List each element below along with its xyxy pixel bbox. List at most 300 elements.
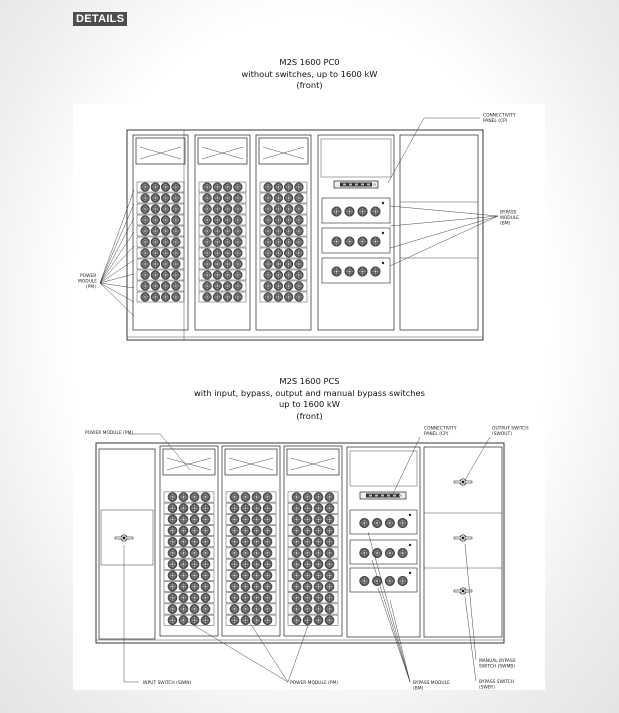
fan-icon bbox=[325, 548, 334, 557]
fan-icon bbox=[241, 593, 250, 602]
fan-icon bbox=[274, 271, 283, 280]
fan-icon bbox=[263, 571, 272, 580]
fan-icon bbox=[274, 227, 283, 236]
fan-icon bbox=[171, 271, 180, 280]
fan-icon bbox=[141, 194, 150, 203]
fan-icon bbox=[264, 216, 273, 225]
fan-icon bbox=[292, 515, 301, 524]
fan-icon bbox=[223, 249, 232, 258]
fan-icon bbox=[190, 548, 199, 557]
fan-icon bbox=[263, 504, 272, 513]
fan-icon bbox=[252, 537, 261, 546]
fan-icon bbox=[263, 492, 272, 501]
fan-icon bbox=[241, 616, 250, 625]
fan-icon bbox=[203, 205, 212, 214]
fan-icon bbox=[179, 604, 188, 613]
fan-icon bbox=[151, 260, 160, 269]
fan-icon bbox=[303, 616, 312, 625]
fan-icon bbox=[303, 593, 312, 602]
fan-icon bbox=[203, 227, 212, 236]
d2-label-pm-top: POWER MODULE (PM) bbox=[85, 431, 133, 436]
fan-icon bbox=[141, 282, 150, 291]
fan-icon bbox=[141, 238, 150, 247]
fan-icon bbox=[201, 593, 210, 602]
fan-icon bbox=[358, 237, 368, 247]
fan-icon bbox=[264, 238, 273, 247]
fan-icon bbox=[168, 560, 177, 569]
fan-icon bbox=[360, 518, 370, 528]
fan-icon bbox=[292, 537, 301, 546]
fan-icon bbox=[241, 582, 250, 591]
port-icon bbox=[399, 495, 402, 497]
fan-icon bbox=[168, 537, 177, 546]
d2-label-bs-line1: BYPASS SWITCH bbox=[479, 680, 515, 685]
port-icon bbox=[373, 184, 376, 186]
fan-icon bbox=[141, 260, 150, 269]
connectivity-panel bbox=[360, 492, 406, 499]
d1-label-pm-line1: POWER bbox=[80, 274, 97, 279]
fan-icon bbox=[171, 194, 180, 203]
fan-icon bbox=[201, 571, 210, 580]
fan-icon bbox=[179, 548, 188, 557]
fan-icon bbox=[230, 604, 239, 613]
fan-icon bbox=[203, 293, 212, 302]
fan-icon bbox=[141, 227, 150, 236]
fan-icon bbox=[230, 492, 239, 501]
fan-icon bbox=[171, 293, 180, 302]
fan-icon bbox=[203, 249, 212, 258]
fan-icon bbox=[171, 216, 180, 225]
fan-icon bbox=[284, 183, 293, 192]
fan-icon bbox=[223, 293, 232, 302]
fan-icon bbox=[201, 548, 210, 557]
fan-icon bbox=[252, 515, 261, 524]
fan-icon bbox=[190, 504, 199, 513]
fan-icon bbox=[168, 504, 177, 513]
fan-icon bbox=[252, 492, 261, 501]
d2-label-out-line1: OUTPUT SWITCH bbox=[492, 426, 529, 432]
fan-icon bbox=[292, 604, 301, 613]
fan-icon bbox=[274, 260, 283, 269]
d1-label-bm-line2: MODULE bbox=[500, 216, 520, 221]
port-icon bbox=[387, 495, 390, 497]
fan-icon bbox=[141, 216, 150, 225]
fan-icon bbox=[141, 205, 150, 214]
fan-icon bbox=[385, 518, 395, 528]
fan-icon bbox=[252, 548, 261, 557]
fan-icon bbox=[292, 560, 301, 569]
fan-icon bbox=[252, 526, 261, 535]
fan-icon bbox=[151, 238, 160, 247]
fan-icon bbox=[314, 492, 323, 501]
fan-icon bbox=[190, 492, 199, 501]
fan-icon bbox=[264, 249, 273, 258]
fan-icon bbox=[223, 205, 232, 214]
fan-icon bbox=[263, 526, 272, 535]
fan-icon bbox=[294, 227, 303, 236]
fan-icon bbox=[264, 260, 273, 269]
fan-icon bbox=[292, 616, 301, 625]
d1-label-pm-line2: MODULE bbox=[78, 279, 98, 285]
diagram2-subtitle: with input, bypass, output and manual bypass switches bbox=[194, 387, 425, 398]
fan-icon bbox=[171, 238, 180, 247]
fan-icon bbox=[203, 238, 212, 247]
fan-icon bbox=[168, 492, 177, 501]
indicator-icon bbox=[409, 572, 411, 574]
fan-icon bbox=[201, 515, 210, 524]
fan-icon bbox=[201, 526, 210, 535]
fan-icon bbox=[345, 207, 355, 217]
fan-icon bbox=[314, 571, 323, 580]
fan-icon bbox=[171, 205, 180, 214]
fan-icon bbox=[201, 616, 210, 625]
fan-icon bbox=[233, 271, 242, 280]
fan-icon bbox=[213, 183, 222, 192]
d2-label-bm-line2: (BM) bbox=[413, 686, 424, 692]
fan-icon bbox=[230, 504, 239, 513]
fan-icon bbox=[264, 271, 273, 280]
fan-icon bbox=[292, 526, 301, 535]
fan-icon bbox=[284, 238, 293, 247]
fan-icon bbox=[314, 582, 323, 591]
fan-icon bbox=[223, 282, 232, 291]
fan-icon bbox=[223, 216, 232, 225]
fan-icon bbox=[314, 548, 323, 557]
d1-label-pm-line3: (PM) bbox=[86, 285, 96, 290]
fan-icon bbox=[241, 526, 250, 535]
fan-icon bbox=[179, 571, 188, 580]
indicator-icon bbox=[382, 202, 384, 204]
fan-icon bbox=[213, 260, 222, 269]
d2-label-mb-line2: SWITCH (SWMB) bbox=[479, 664, 515, 670]
fan-icon bbox=[264, 227, 273, 236]
fan-icon bbox=[151, 271, 160, 280]
fan-icon bbox=[213, 216, 222, 225]
fan-icon bbox=[230, 548, 239, 557]
fan-icon bbox=[241, 604, 250, 613]
port-icon bbox=[343, 184, 346, 186]
fan-icon bbox=[398, 548, 408, 558]
diagram1-model: M2S 1600 PC0 bbox=[279, 57, 340, 67]
fan-icon bbox=[360, 548, 370, 558]
fan-icon bbox=[294, 205, 303, 214]
fan-icon bbox=[223, 271, 232, 280]
fan-icon bbox=[263, 616, 272, 625]
fan-icon bbox=[274, 293, 283, 302]
fan-icon bbox=[179, 515, 188, 524]
port-icon bbox=[393, 495, 396, 497]
fan-icon bbox=[274, 282, 283, 291]
fan-icon bbox=[201, 604, 210, 613]
fan-icon bbox=[223, 194, 232, 203]
fan-icon bbox=[264, 282, 273, 291]
fan-icon bbox=[263, 582, 272, 591]
fan-icon bbox=[241, 504, 250, 513]
fan-icon bbox=[264, 293, 273, 302]
fan-icon bbox=[252, 504, 261, 513]
fan-icon bbox=[263, 548, 272, 557]
fan-icon bbox=[358, 267, 368, 277]
fan-icon bbox=[213, 227, 222, 236]
fan-icon bbox=[161, 183, 170, 192]
fan-icon bbox=[223, 183, 232, 192]
fan-icon bbox=[151, 216, 160, 225]
fan-icon bbox=[385, 548, 395, 558]
fan-icon bbox=[230, 537, 239, 546]
fan-icon bbox=[284, 271, 293, 280]
fan-icon bbox=[179, 504, 188, 513]
indicator-icon bbox=[382, 232, 384, 234]
fan-icon bbox=[233, 205, 242, 214]
d2-label-mb-line1: MANUAL BYPASS bbox=[479, 659, 516, 664]
fan-icon bbox=[332, 207, 342, 217]
port-icon bbox=[369, 495, 372, 497]
fan-icon bbox=[314, 560, 323, 569]
fan-icon bbox=[325, 593, 334, 602]
fan-icon bbox=[263, 560, 272, 569]
diagram1-subtitle: without switches, up to 1600 kW bbox=[241, 68, 378, 79]
fan-icon bbox=[303, 526, 312, 535]
fan-icon bbox=[294, 194, 303, 203]
d1-label-cp-line2: PANEL (CP) bbox=[483, 119, 508, 124]
fan-icon bbox=[325, 492, 334, 501]
fan-icon bbox=[213, 293, 222, 302]
fan-icon bbox=[201, 582, 210, 591]
fan-icon bbox=[171, 260, 180, 269]
fan-icon bbox=[371, 237, 381, 247]
diagram2-view: (front) bbox=[296, 410, 323, 421]
fan-icon bbox=[385, 576, 395, 586]
fan-icon bbox=[284, 260, 293, 269]
fan-icon bbox=[303, 548, 312, 557]
fan-icon bbox=[325, 582, 334, 591]
fan-icon bbox=[372, 576, 382, 586]
fan-icon bbox=[230, 616, 239, 625]
fan-icon bbox=[203, 282, 212, 291]
fan-icon bbox=[274, 205, 283, 214]
fan-icon bbox=[171, 249, 180, 258]
fan-icon bbox=[314, 537, 323, 546]
fan-icon bbox=[168, 571, 177, 580]
fan-icon bbox=[233, 293, 242, 302]
d2-label-out-line2: (SWOUT) bbox=[492, 432, 512, 437]
diagram2-model: M2S 1600 PCS bbox=[279, 376, 340, 386]
fan-icon bbox=[398, 576, 408, 586]
fan-icon bbox=[141, 249, 150, 258]
fan-icon bbox=[151, 205, 160, 214]
fan-icon bbox=[161, 282, 170, 291]
fan-icon bbox=[233, 249, 242, 258]
fan-icon bbox=[161, 238, 170, 247]
fan-icon bbox=[252, 582, 261, 591]
fan-icon bbox=[264, 205, 273, 214]
fan-icon bbox=[332, 237, 342, 247]
fan-icon bbox=[252, 571, 261, 580]
fan-icon bbox=[325, 515, 334, 524]
diagram2-subtitle2: up to 1600 kW bbox=[279, 399, 340, 409]
fan-icon bbox=[230, 571, 239, 580]
fan-icon bbox=[241, 492, 250, 501]
fan-icon bbox=[294, 282, 303, 291]
fan-icon bbox=[303, 571, 312, 580]
fan-icon bbox=[314, 593, 323, 602]
fan-icon bbox=[294, 293, 303, 302]
fan-icon bbox=[213, 282, 222, 291]
port-icon bbox=[381, 495, 384, 497]
fan-icon bbox=[274, 249, 283, 258]
d2-label-bm-line1: BYPASS MODULE bbox=[413, 681, 450, 686]
fan-icon bbox=[284, 282, 293, 291]
fan-icon bbox=[294, 238, 303, 247]
port-icon bbox=[361, 184, 364, 186]
fan-icon bbox=[314, 616, 323, 625]
fan-icon bbox=[190, 515, 199, 524]
fan-icon bbox=[252, 616, 261, 625]
fan-icon bbox=[190, 537, 199, 546]
fan-icon bbox=[230, 593, 239, 602]
fan-icon bbox=[252, 604, 261, 613]
fan-icon bbox=[345, 267, 355, 277]
fan-icon bbox=[284, 293, 293, 302]
fan-icon bbox=[263, 604, 272, 613]
fan-icon bbox=[314, 526, 323, 535]
fan-icon bbox=[151, 293, 160, 302]
fan-icon bbox=[168, 526, 177, 535]
fan-icon bbox=[230, 515, 239, 524]
fan-icon bbox=[371, 267, 381, 277]
fan-icon bbox=[141, 183, 150, 192]
fan-icon bbox=[168, 548, 177, 557]
fan-icon bbox=[151, 194, 160, 203]
fan-icon bbox=[284, 194, 293, 203]
fan-icon bbox=[203, 216, 212, 225]
fan-icon bbox=[223, 238, 232, 247]
port-icon bbox=[375, 495, 378, 497]
fan-icon bbox=[179, 537, 188, 546]
fan-icon bbox=[190, 526, 199, 535]
fan-icon bbox=[168, 616, 177, 625]
connectivity-panel bbox=[334, 181, 378, 188]
fan-icon bbox=[233, 282, 242, 291]
fan-icon bbox=[141, 271, 150, 280]
fan-icon bbox=[171, 282, 180, 291]
fan-icon bbox=[398, 518, 408, 528]
fan-icon bbox=[325, 604, 334, 613]
fan-icon bbox=[294, 260, 303, 269]
fan-icon bbox=[294, 216, 303, 225]
fan-icon bbox=[213, 238, 222, 247]
fan-icon bbox=[179, 582, 188, 591]
fan-icon bbox=[303, 515, 312, 524]
fan-icon bbox=[161, 227, 170, 236]
fan-icon bbox=[274, 183, 283, 192]
d2-label-swin: INPUT SWITCH (SWIN) bbox=[143, 681, 192, 686]
fan-icon bbox=[161, 216, 170, 225]
fan-icon bbox=[179, 616, 188, 625]
fan-icon bbox=[284, 205, 293, 214]
fan-icon bbox=[151, 227, 160, 236]
indicator-icon bbox=[409, 544, 411, 546]
d2-label-pm-bottom: POWER MODULE (PM) bbox=[290, 681, 338, 686]
fan-icon bbox=[151, 249, 160, 258]
fan-icon bbox=[161, 260, 170, 269]
fan-icon bbox=[241, 515, 250, 524]
diagram1-view: (front) bbox=[296, 80, 323, 90]
fan-icon bbox=[292, 492, 301, 501]
fan-icon bbox=[233, 216, 242, 225]
fan-icon bbox=[223, 260, 232, 269]
fan-icon bbox=[303, 582, 312, 591]
fan-icon bbox=[203, 271, 212, 280]
fan-icon bbox=[179, 560, 188, 569]
fan-icon bbox=[223, 227, 232, 236]
fan-icon bbox=[325, 504, 334, 513]
fan-icon bbox=[233, 183, 242, 192]
fan-icon bbox=[201, 492, 210, 501]
fan-icon bbox=[151, 183, 160, 192]
d1-label-cp-line1: CONNECTIVITY bbox=[483, 113, 516, 119]
fan-icon bbox=[314, 515, 323, 524]
port-icon bbox=[355, 184, 358, 186]
fan-icon bbox=[252, 560, 261, 569]
fan-icon bbox=[161, 293, 170, 302]
fan-icon bbox=[161, 205, 170, 214]
fan-icon bbox=[168, 593, 177, 602]
fan-icon bbox=[151, 282, 160, 291]
fan-icon bbox=[190, 571, 199, 580]
fan-icon bbox=[264, 183, 273, 192]
fan-icon bbox=[292, 504, 301, 513]
fan-icon bbox=[141, 293, 150, 302]
fan-icon bbox=[213, 249, 222, 258]
fan-icon bbox=[358, 207, 368, 217]
fan-icon bbox=[294, 249, 303, 258]
indicator-icon bbox=[382, 262, 384, 264]
fan-icon bbox=[303, 504, 312, 513]
fan-icon bbox=[303, 492, 312, 501]
fan-icon bbox=[168, 604, 177, 613]
fan-icon bbox=[292, 582, 301, 591]
fan-icon bbox=[203, 260, 212, 269]
fan-icon bbox=[203, 183, 212, 192]
fan-icon bbox=[325, 571, 334, 580]
port-icon bbox=[349, 184, 352, 186]
fan-icon bbox=[201, 504, 210, 513]
fan-icon bbox=[171, 227, 180, 236]
fan-icon bbox=[292, 548, 301, 557]
fan-icon bbox=[230, 582, 239, 591]
fan-icon bbox=[284, 249, 293, 258]
details-tag: DETAILS bbox=[73, 12, 127, 26]
fan-icon bbox=[292, 593, 301, 602]
fan-icon bbox=[233, 227, 242, 236]
fan-icon bbox=[201, 537, 210, 546]
fan-icon bbox=[241, 548, 250, 557]
fan-icon bbox=[233, 194, 242, 203]
fan-icon bbox=[179, 593, 188, 602]
fan-icon bbox=[190, 582, 199, 591]
fan-icon bbox=[203, 194, 212, 203]
fan-icon bbox=[168, 582, 177, 591]
fan-icon bbox=[263, 515, 272, 524]
fan-icon bbox=[241, 560, 250, 569]
fan-icon bbox=[213, 271, 222, 280]
fan-icon bbox=[190, 593, 199, 602]
fan-icon bbox=[274, 238, 283, 247]
fan-icon bbox=[179, 526, 188, 535]
fan-icon bbox=[213, 205, 222, 214]
fan-icon bbox=[171, 183, 180, 192]
